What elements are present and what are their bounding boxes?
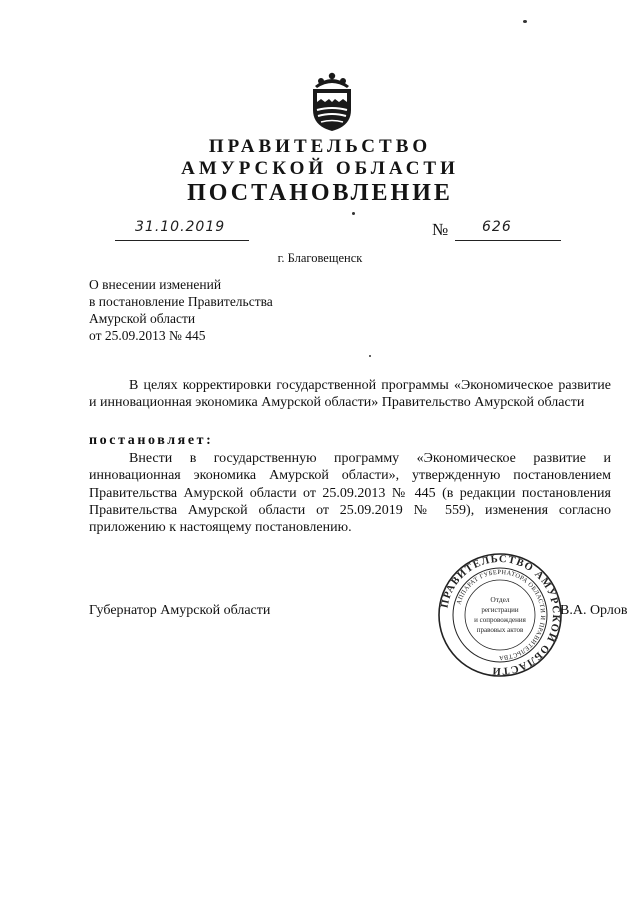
subject-line: от 25.09.2013 № 445 <box>89 328 206 343</box>
operative-paragraph: Внести в государственную программу «Экономическое развитие и инновационная экономика Амурской области», утвержденную постановлением Правительства Амурской области от 25.09.2013 № 445 (в редакции постановления Правительства Амурской области от 25.09.2019 № 559), изменения согласно приложению к настоящему постановлению. <box>89 451 611 536</box>
scan-speck <box>523 20 527 23</box>
subject-line: О внесении изменений <box>89 277 222 292</box>
document-date: 31.10.2019 <box>135 219 226 235</box>
seal-center-line: Отдел <box>490 595 510 604</box>
subject-line: в постановление Правительства <box>89 294 273 309</box>
signer-title: Губернатор Амурской области <box>89 603 271 618</box>
signer-name: В.А. Орлов <box>560 603 628 618</box>
decree-keyword: постановляет: <box>89 433 214 448</box>
document-type-title: ПОСТАНОВЛЕНИЕ <box>187 180 453 206</box>
date-field <box>115 219 249 241</box>
scan-speck <box>352 212 355 215</box>
seal-center-line: и сопровождения <box>474 616 526 624</box>
organization-name-line1: ПРАВИТЕЛЬСТВО <box>208 136 432 157</box>
organization-name-line2: АМУРСКОЙ ОБЛАСТИ <box>181 158 459 179</box>
number-sign: № <box>432 220 449 239</box>
seal-ring-text: ПРАВИТЕЛЬСТВО АМУРСКОЙ ОБЛАСТИ <box>439 553 562 677</box>
document-number: 626 <box>482 219 512 235</box>
seal-center-line: регистрации <box>481 606 519 614</box>
city-line: г. Благовещенск <box>277 251 363 265</box>
svg-text:АППАРАТ ГУБЕРНАТОРА ОБЛАСТИ И <box>455 569 546 661</box>
document-subject <box>89 276 273 344</box>
official-seal-stamp <box>437 552 563 678</box>
seal-center-line: правовых актов <box>476 626 524 634</box>
preamble-paragraph: В целях корректировки государственной программы «Экономическое развитие и инновационная экономика Амурской области» Правительство Амурской области <box>89 378 611 411</box>
seal-inner-ring-text: АППАРАТ ГУБЕРНАТОРА ОБЛАСТИ И ПРАВИТЕЛЬСТВА <box>455 568 547 662</box>
number-field <box>455 219 561 241</box>
scan-speck <box>369 355 371 357</box>
subject-line: Амурской области <box>89 311 196 326</box>
coat-of-arms-emblem <box>303 72 361 132</box>
